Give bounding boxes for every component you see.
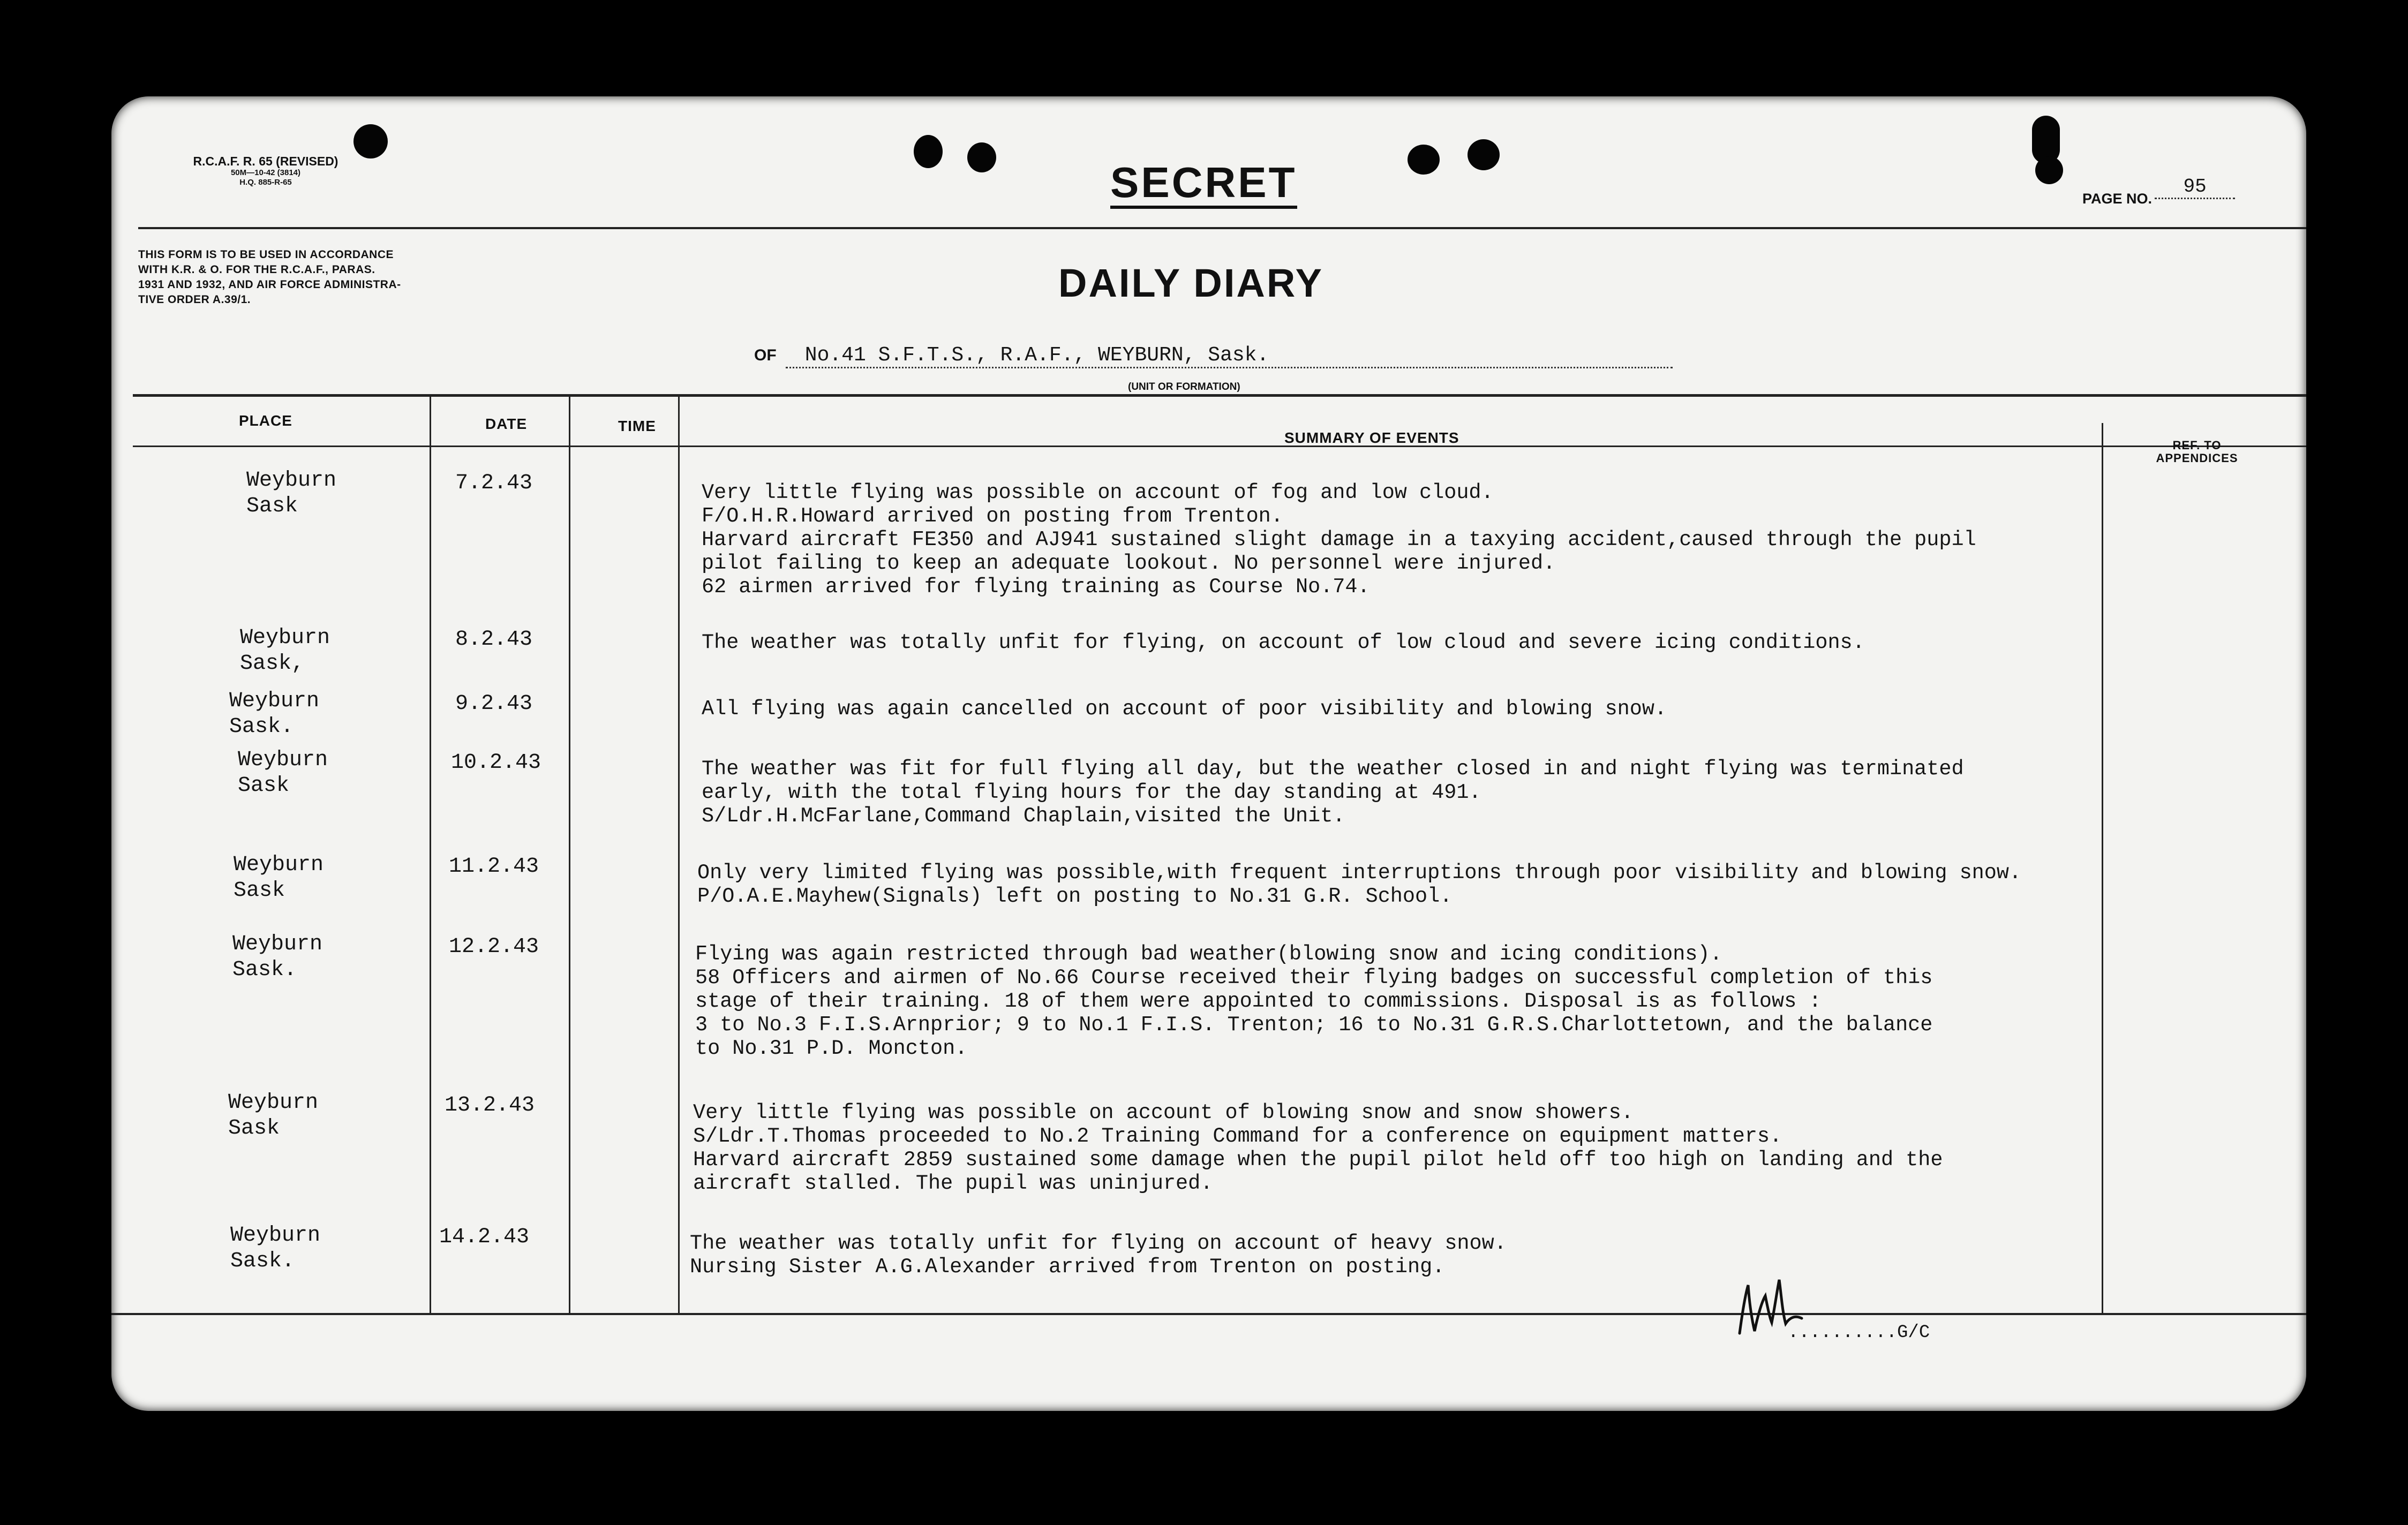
entry-place: Weyburn Sask. [230, 1224, 321, 1273]
unit-field [754, 344, 1673, 368]
punch-hole [914, 135, 943, 168]
entry-place: Weyburn Sask [238, 748, 328, 798]
entry-date: 10.2.43 [451, 751, 541, 775]
column-header-appendices: REF. TO APPENDICES [2156, 439, 2238, 465]
entry-summary: The weather was fit for full flying all day, but the weather closed in and night flying was terminated early, with the total flying hours for the day standing at 491. S/Ldr.H.McFarlane,Command Chaplain,visited the Unit. [702, 757, 1964, 828]
entry-summary: Only very limited flying was possible,with frequent interruptions through poor visibility and blowing snow. P/O.A.E.Mayhew(Signals) left on posting to No.31 G.R. School. [697, 861, 2022, 908]
entry-place: Weyburn Sask. [232, 932, 323, 982]
column-header-rule [133, 446, 2306, 447]
entry-place: Weyburn Sask. [229, 689, 320, 739]
signature-rank: ..........G/C [1788, 1323, 1930, 1343]
form-instructions: THIS FORM IS TO BE USED IN ACCORDANCE WITH K.R. & O. FOR THE R.C.A.F., PARAS. 1931 AND 1932, AND AIR FORCE ADMINISTRA- TIVE ORDER A.39/1. [138, 248, 401, 306]
table-bottom-rule [111, 1313, 2306, 1315]
punch-hole [1408, 145, 1440, 175]
entry-date: 9.2.43 [455, 692, 533, 716]
entry-date: 14.2.43 [439, 1225, 530, 1249]
column-header-place: PLACE [239, 412, 292, 429]
entry-place: Weyburn Sask [228, 1091, 319, 1141]
classification-stamp: SECRET [1110, 160, 1297, 209]
page-number-field [2082, 176, 2235, 211]
column-divider [569, 396, 570, 1313]
entry-place: Weyburn Sask [234, 853, 324, 903]
entry-place: Weyburn Sask, [240, 626, 330, 676]
punch-hole [967, 142, 996, 172]
entry-summary: The weather was totally unfit for flying, on account of low cloud and severe icing conditions. [702, 631, 1865, 654]
of-label: OF [754, 346, 777, 364]
page-label: PAGE NO. [2082, 191, 2153, 207]
entry-summary: The weather was totally unfit for flying on account of heavy snow. Nursing Sister A.G.Alexander arrived from Trenton on posting. [690, 1232, 1507, 1279]
punch-hole [353, 124, 388, 158]
entry-summary: Very little flying was possible on account of fog and low cloud. F/O.H.R.Howard arrived on posting from Trenton. Harvard aircraft FE350 and AJ941 sustained slight damage in a taxying accident,caused through the pupil pilot failing to keep an adequate lookout. No personnel were injured. 62 airmen arrived for flying training as Course No.74. [702, 481, 1976, 599]
unit-caption: (UNIT OR FORMATION) [1128, 381, 1240, 392]
entry-date: 7.2.43 [455, 471, 533, 495]
entry-date: 11.2.43 [449, 855, 539, 879]
table-top-rule [133, 394, 2306, 397]
entry-summary: Flying was again restricted through bad weather(blowing snow and icing conditions). 58 Officers and airmen of No.66 Course received their flying badges on successful completion of this stage of their training. 18 of them were appointed to commissions. Disposal is as follows : 3 to No.3 F.I.S.Arnprior; 9 to No.1 F.I.S. Trenton; 16 to No.31 G.R.S.Charlottetown, and the balance to No.31 P.D. Moncton. [695, 942, 1933, 1060]
entry-date: 12.2.43 [449, 935, 539, 959]
punch-hole [1468, 139, 1500, 170]
column-header-time: TIME [618, 418, 656, 434]
entry-date: 13.2.43 [445, 1093, 535, 1118]
column-divider [430, 396, 431, 1313]
entry-summary: Very little flying was possible on account of blowing snow and snow showers. S/Ldr.T.Thomas proceeded to No.2 Training Command for a conference on equipment matters. Harvard aircraft 2859 sustained some damage when the pupil pilot held off too high on landing and the aircraft stalled. The pupil was uninjured. [693, 1101, 1943, 1195]
entry-date: 8.2.43 [455, 628, 533, 652]
column-divider [2102, 423, 2103, 1313]
column-header-date: DATE [485, 416, 528, 432]
column-divider [678, 396, 680, 1313]
header-rule [138, 227, 2306, 229]
punch-hole [2035, 156, 2063, 184]
form-code: R.C.A.F. R. 65 (REVISED) 50M—10-42 (3814) H.Q. 885-R-65 [193, 154, 338, 187]
column-header-summary: SUMMARY OF EVENTS [1284, 429, 1459, 446]
diary-card [111, 96, 2306, 1411]
diary-title: DAILY DIARY [1058, 261, 1323, 305]
page-number: 95 [2155, 176, 2235, 199]
entry-place: Weyburn Sask [246, 469, 337, 518]
entry-summary: All flying was again cancelled on account of poor visibility and blowing snow. [702, 697, 1667, 721]
unit-name: No.41 S.F.T.S., R.A.F., WEYBURN, Sask. [786, 344, 1673, 368]
